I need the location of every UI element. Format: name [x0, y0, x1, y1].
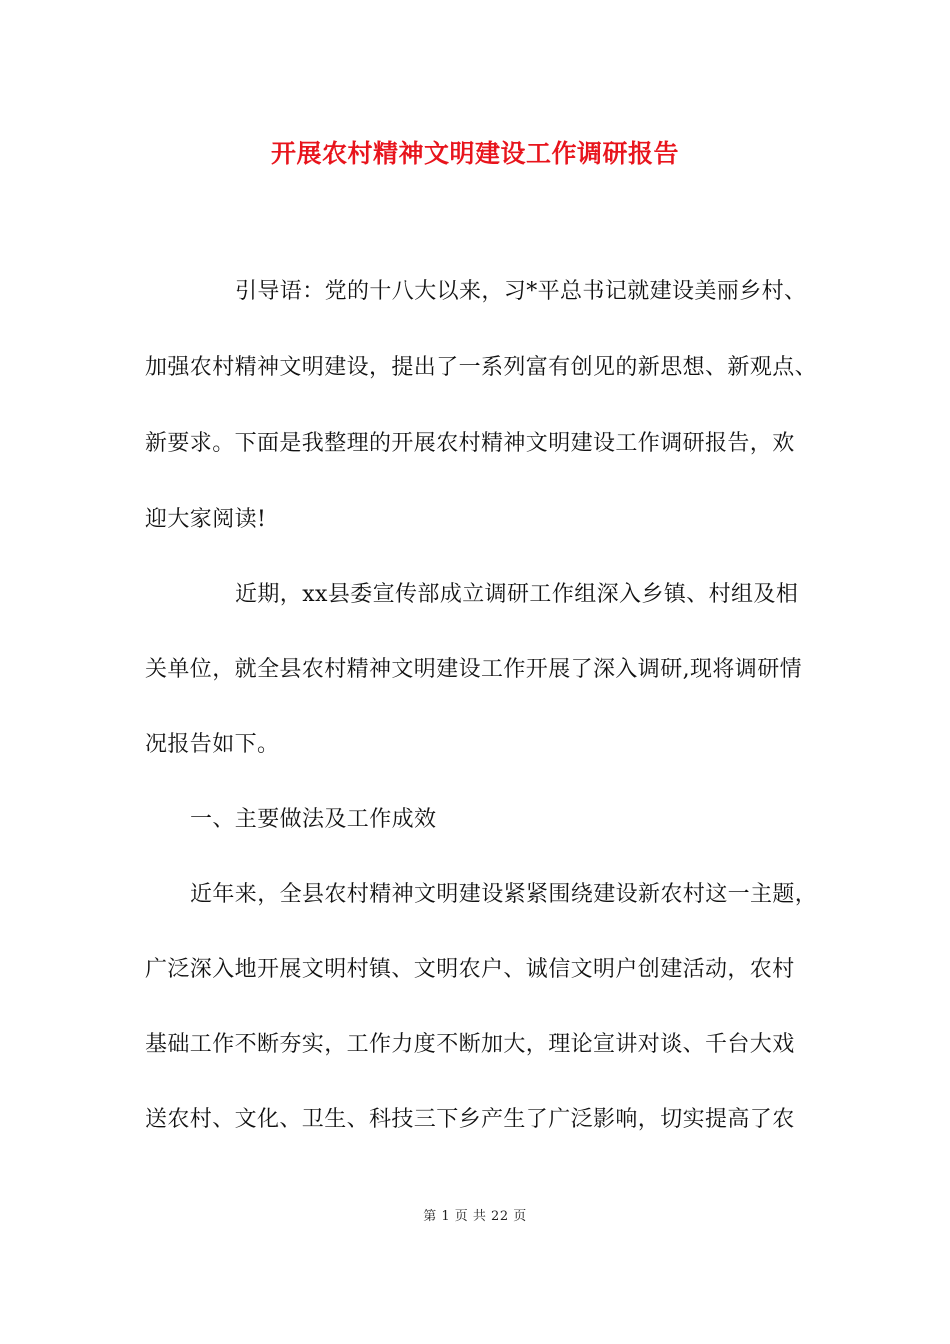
paragraph-line-12: 送农村、文化、卫生、科技三下乡产生了广泛影响，切实提高了农	[145, 1107, 795, 1132]
paragraph-line-2: 加强农村精神文明建设，提出了一系列富有创见的新思想、新观点、	[145, 355, 818, 380]
paragraph-line-4: 迎大家阅读!	[145, 507, 267, 532]
page-footer: 第 1 页 共 22 页	[423, 1209, 527, 1224]
paragraph-line-7: 况报告如下。	[145, 732, 280, 757]
paragraph-line-3: 新要求。下面是我整理的开展农村精神文明建设工作调研报告，欢	[145, 431, 795, 456]
paragraph-line-5: 近期，xx县委宣传部成立调研工作组深入乡镇、村组及相	[235, 582, 799, 607]
paragraph-line-6: 关单位，就全县农村精神文明建设工作开展了深入调研,现将调研情	[145, 657, 802, 682]
document-title: 开展农村精神文明建设工作调研报告	[270, 139, 679, 168]
paragraph-line-9: 近年来，全县农村精神文明建设紧紧围绕建设新农村这一主题，	[190, 882, 818, 907]
paragraph-line-11: 基础工作不断夯实，工作力度不断加大，理论宣讲对谈、千台大戏	[145, 1032, 795, 1057]
paragraph-line-1: 引导语：党的十八大以来，习*平总书记就建设美丽乡村、	[235, 279, 807, 304]
paragraph-line-10: 广泛深入地开展文明村镇、文明农户、诚信文明户创建活动，农村	[145, 957, 795, 982]
section-heading: 一、主要做法及工作成效	[190, 807, 437, 832]
